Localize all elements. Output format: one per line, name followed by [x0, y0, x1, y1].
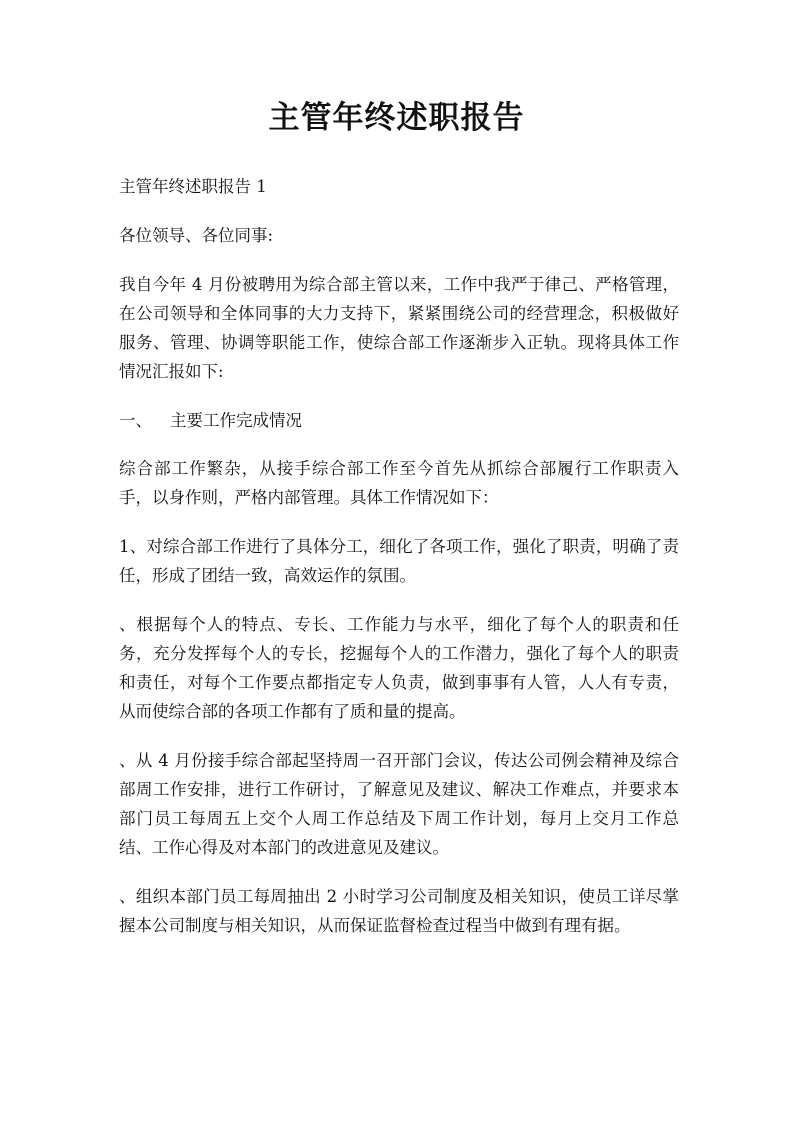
list-item: 、从 4 月份接手综合部起坚持周一召开部门会议，传达公司例会精神及综合部周工作安排，进行工作研讨，了解意见及建议、解决工作难点，并要求本部门员工每周五上交个人周工作总结及下周工作计划，每月上交月工作总结、工作心得及对本部门的改进意见及建议。: [119, 751, 679, 857]
list-item: 1、对综合部工作进行了具体分工，细化了各项工作，强化了职责，明确了责任，形成了团结一致，高效运作的氛围。: [119, 537, 679, 585]
salutation: 各位领导、各位同事:: [119, 226, 274, 245]
list-item: 、组织本部门员工每周抽出 2 小时学习公司制度及相关知识，使员工详尽掌握本公司制度与相关知识，从而保证监督检查过程当中做到有理有据。: [119, 887, 679, 935]
section-title: 主要工作完成情况: [170, 411, 302, 430]
report-subtitle: 主管年终述职报告 1: [119, 177, 267, 196]
document-body: [119, 172, 679, 960]
list-item: 、根据每个人的特点、专长、工作能力与水平，细化了每个人的职责和任务，充分发挥每个人的专长，挖掘每个人的工作潜力，强化了每个人的职责和责任，对每个工作要点都指定专人负责，做到事事有人管，人人有专责，从而使综合部的各项工作都有了质和量的提高。: [119, 615, 679, 721]
section-number: 一、: [119, 411, 152, 430]
section-heading: [119, 406, 679, 435]
section-intro-paragraph: 综合部工作繁杂，从接手综合部工作至今首先从抓综合部履行工作职责入手，以身作则，严格内部管理。具体工作情况如下：: [119, 459, 679, 507]
intro-paragraph: 我自今年 4 月份被聘用为综合部主管以来，工作中我严于律己、严格管理，在公司领导和全体同事的大力支持下，紧紧围绕公司的经营理念，积极做好服务、管理、协调等职能工作，使综合部工作逐渐步入正轨。现将具体工作情况汇报如下:: [119, 275, 679, 381]
document-title: 主管年终述职报告: [268, 100, 525, 136]
